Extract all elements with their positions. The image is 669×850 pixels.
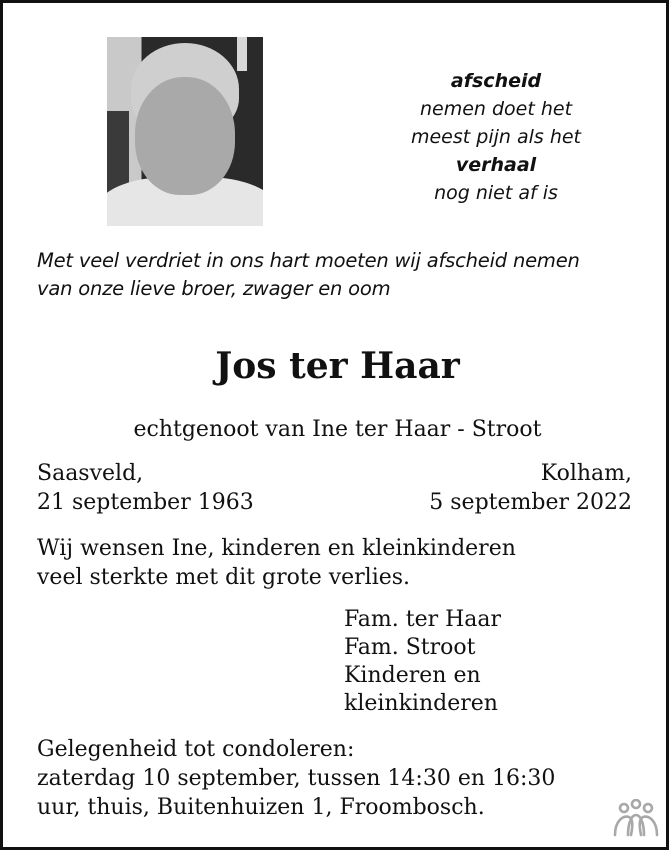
quote-line: meest pijn als het [410,126,582,148]
death-place: Kolham, [540,461,632,486]
wish-text [37,534,657,592]
condolence-line: uur, thuis, Buitenhuizen 1, Froombosch. [37,795,485,820]
signatory: Kinderen en [344,663,481,688]
intro-line: Met veel verdriet in ons hart moeten wij afscheid nemen [37,249,580,272]
quote-line: nemen doet het [419,98,573,120]
quote-line: afscheid [450,70,542,92]
wish-line: Wij wensen Ine, kinderen en kleinkinderen [37,536,516,561]
condolence-line: Gelegenheid tot condoleren: [37,737,355,762]
quote-line: verhaal [455,154,537,176]
death-info [429,459,632,517]
signatory: kleinkinderen [344,691,498,716]
quote-line: nog niet af is [434,182,558,204]
poem-quote [391,67,601,207]
birth-place: Saasveld, [37,461,144,486]
birth-info [37,459,254,517]
wish-line: veel sterkte met dit grote verlies. [37,565,411,590]
deceased-name: Jos ter Haar [215,345,460,387]
signatory: Fam. Stroot [344,635,476,660]
spouse-line: echtgenoot van Ine ter Haar - Stroot [133,417,542,442]
death-date: 5 september 2022 [429,490,632,515]
people-group-icon [611,799,661,839]
signatories [344,606,644,718]
intro-line: van onze lieve broer, zwager en oom [37,277,391,300]
face [135,77,235,195]
signatory: Fam. ter Haar [344,607,502,632]
door-handle [237,37,247,71]
condolence-info [37,735,657,822]
condolence-line: zaterdag 10 september, tussen 14:30 en 16:30 [37,766,556,791]
portrait-photo [107,37,263,226]
intro-text [37,247,667,303]
birth-date: 21 september 1963 [37,490,254,515]
